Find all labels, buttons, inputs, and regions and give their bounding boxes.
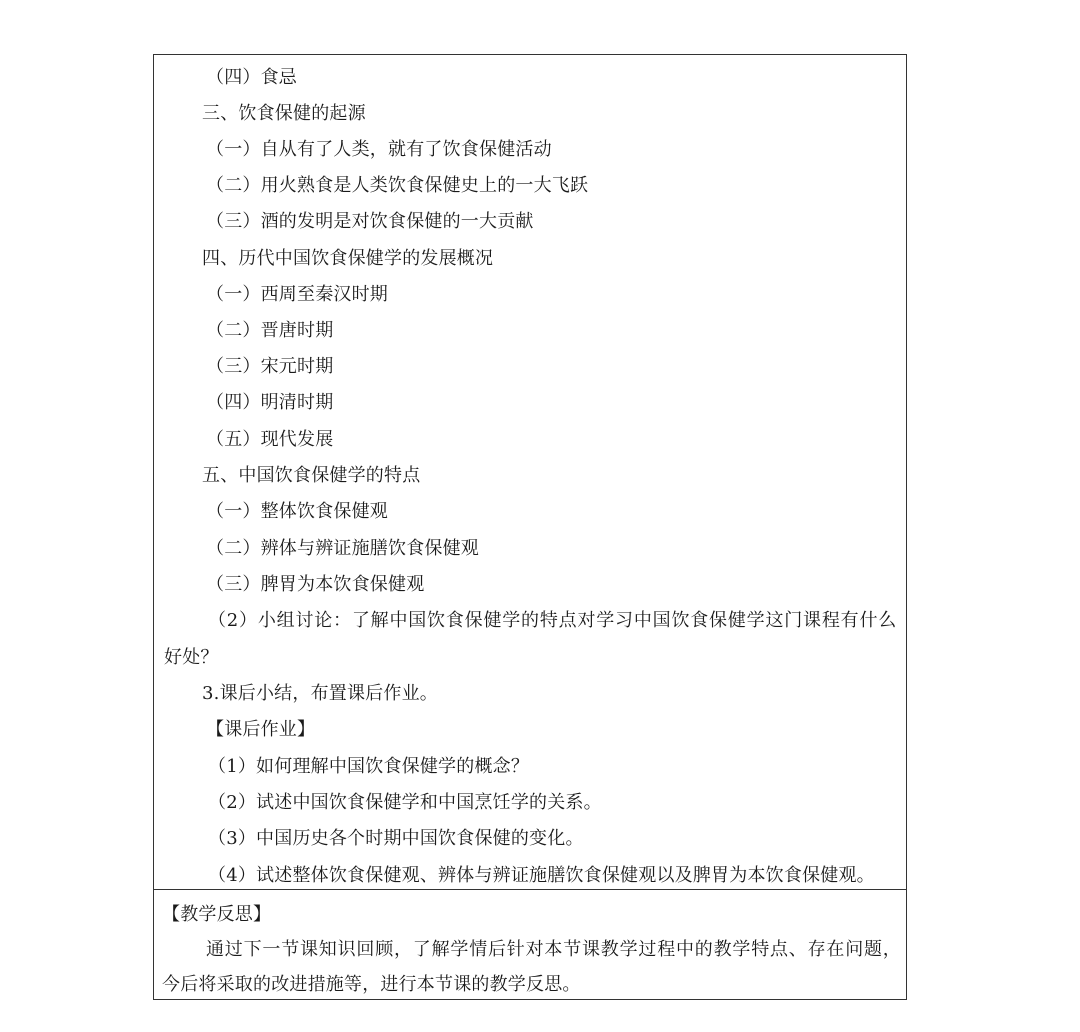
homework-item: （1）如何理解中国饮食保健学的概念？ bbox=[208, 756, 530, 777]
outline-line: （二）晋唐时期 bbox=[206, 320, 334, 341]
reflection-text-cont: 今后将采取的改进措施等，进行本节课的教学反思。 bbox=[162, 974, 581, 995]
discussion-line: （2）小组讨论：了解中国饮食保健学的特点对学习中国饮食保健学这门课程有什么 bbox=[208, 610, 898, 631]
reflection-cell bbox=[154, 891, 906, 999]
summary-line: 3.课后小结，布置课后作业。 bbox=[202, 683, 438, 704]
homework-item: （4）试述整体饮食保健观、辨体与辨证施膳饮食保健观以及脾胃为本饮食保健观。 bbox=[208, 865, 875, 886]
section-heading: 五、中国饮食保健学的特点 bbox=[202, 465, 421, 486]
outline-line: （一）整体饮食保健观 bbox=[206, 501, 388, 522]
section-heading: 四、历代中国饮食保健学的发展概况 bbox=[202, 248, 494, 269]
outline-line: （一）自从有了人类，就有了饮食保健活动 bbox=[206, 139, 552, 160]
table-divider bbox=[154, 889, 906, 890]
section-heading: 三、饮食保健的起源 bbox=[202, 103, 366, 124]
reflection-text: 通过下一节课知识回顾，了解学情后针对本节课教学过程中的教学特点、存在问题， bbox=[206, 939, 902, 960]
outline-line: （三）宋元时期 bbox=[206, 356, 334, 377]
outline-line: （五）现代发展 bbox=[206, 429, 334, 450]
homework-heading: 【课后作业】 bbox=[206, 719, 316, 740]
outline-line: （一）西周至秦汉时期 bbox=[206, 284, 388, 305]
reflection-heading: 【教学反思】 bbox=[162, 904, 272, 925]
outline-line: （三）酒的发明是对饮食保健的一大贡献 bbox=[206, 211, 534, 232]
outline-line: （四）明清时期 bbox=[206, 392, 334, 413]
lesson-plan-table bbox=[153, 54, 907, 1000]
homework-item: （2）试述中国饮食保健学和中国烹饪学的关系。 bbox=[208, 792, 602, 813]
content-cell bbox=[154, 55, 906, 889]
outline-line: （三）脾胃为本饮食保健观 bbox=[206, 574, 425, 595]
outline-line: （四）食忌 bbox=[206, 67, 297, 88]
homework-item: （3）中国历史各个时期中国饮食保健的变化。 bbox=[208, 828, 584, 849]
outline-line: （二）用火熟食是人类饮食保健史上的一大飞跃 bbox=[206, 175, 589, 196]
outline-line: （二）辨体与辨证施膳饮食保健观 bbox=[206, 538, 479, 559]
discussion-line-cont: 好处？ bbox=[164, 647, 219, 668]
